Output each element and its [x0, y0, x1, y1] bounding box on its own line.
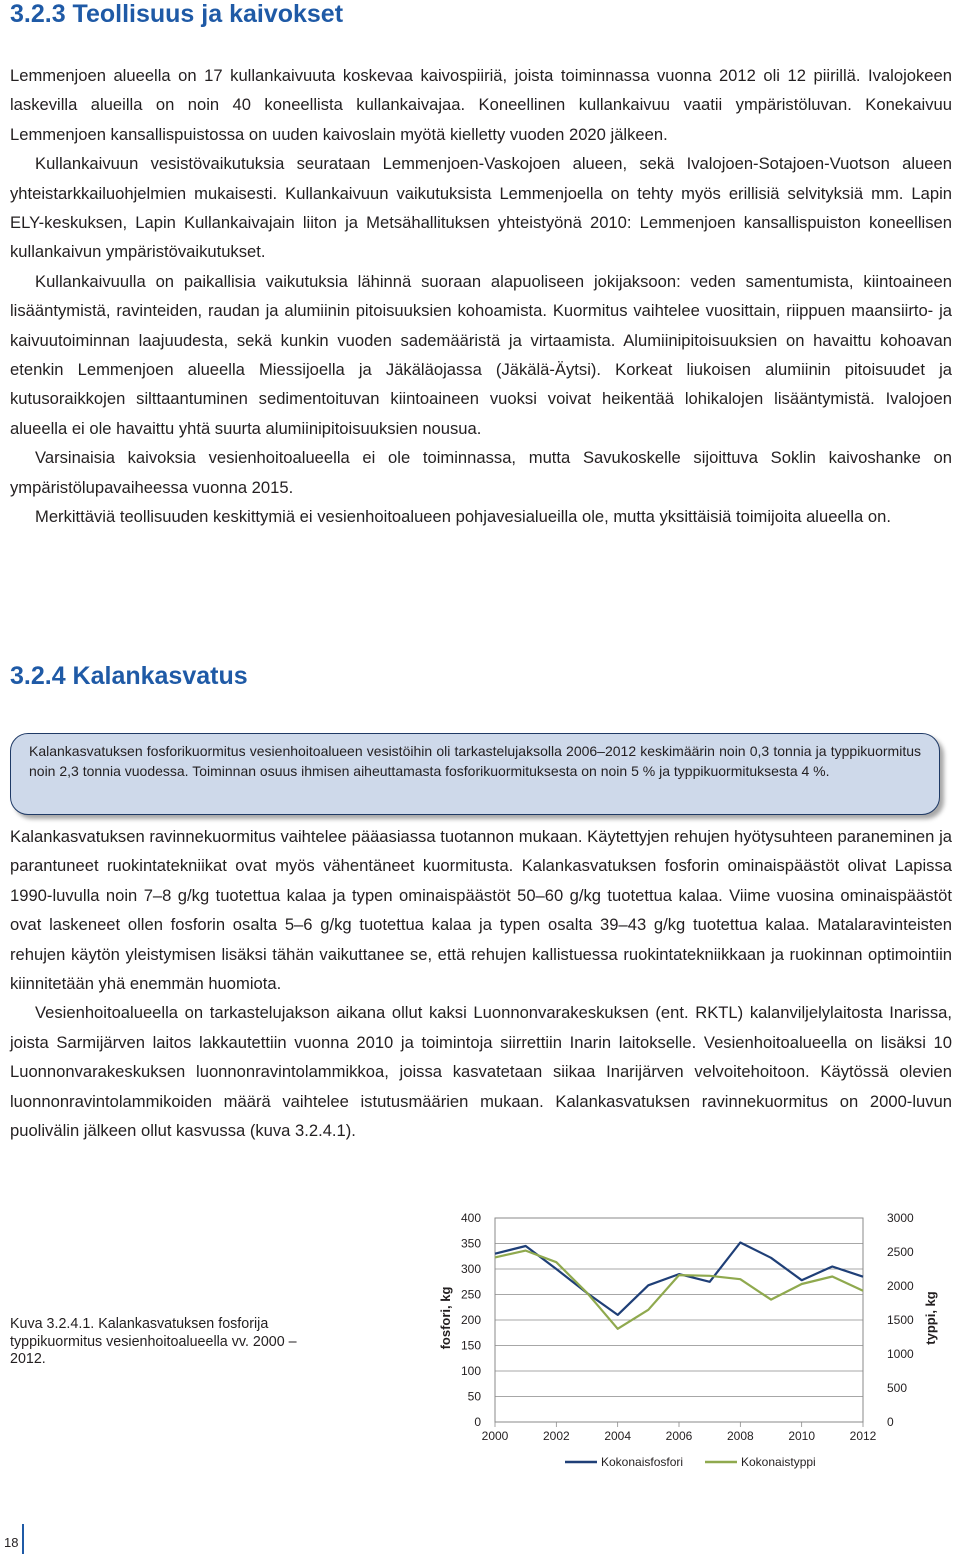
- paragraph: Kullankaivuun vesistövaikutuksia seurataan Lemmenjoen-Vaskojoen alueen, sekä Ivalojoen-Sotajoen-Vuotson alueen yhteistarkkailuohjelmien mukaisesti. Kullankaivuun vaikutuksista Lemmenjoella on tehty myös erillisiä selvityksiä mm. Lapin ELY-keskuksen, Lapin Kullankaivajain liiton ja Metsähallituksen yhteistyönä 2010: Lemmenjoen kansallispuiston koneellisen kullankaivun ympäristövaikutukset.: [10, 154, 952, 262]
- right-tick-label: 1500: [887, 1313, 914, 1327]
- paragraph: Vesienhoitoalueella on tarkastelujakson aikana ollut kaksi Luonnonvarakeskuksen (ent. RKTL) kalanviljelylaitosta Inarissa, joista Sarmijärven laitos lakkautettiin vuonna 2010 ja toimintoja siirrettiin Inarin laitokselle. Vesienhoitoalueella on lisäksi 10 Luonnonvarakeskuksen luonnonravintolammikkoa, joissa kasvatetaan siikaa Inarijärven velvoitehoitoon. Käytössä olevien luonnonravintolammikoiden määrä vaihtelee istutusmäärien mukaan. Kalankasvatuksen ravinnekuormitus on 2000-luvun puolivälin jälkeen ollut kasvussa (kuva 3.2.4.1).: [10, 1003, 952, 1141]
- chart-gridlines: [495, 1218, 863, 1422]
- chart-series: [495, 1243, 863, 1329]
- legend-label: Kokonaisfosfori: [601, 1455, 684, 1469]
- right-tick-label: 500: [887, 1381, 908, 1395]
- left-tick-label: 250: [460, 1287, 481, 1302]
- right-tick-label: 2000: [887, 1279, 914, 1293]
- summary-text: Kalankasvatuksen fosforikuormitus vesienhoitoalueen vesistöihin oli tarkastelujaksolla 2006–2012 keskimäärin noin 0,3 tonnia ja typpikuormitus noin 2,3 tonnia vuodessa. Toiminnan osuus ihmisen aiheuttamasta fosforikuormituksesta on noin 5 % ja typpikuormituksesta 4 %.: [29, 743, 921, 779]
- fish-farming-text: [10, 822, 952, 1145]
- series-line-phosphorus: [495, 1243, 863, 1315]
- x-axis-ticks: [482, 1422, 877, 1443]
- left-tick-label: 150: [460, 1338, 481, 1353]
- left-tick-label: 400: [460, 1211, 481, 1225]
- right-tick-label: 0: [887, 1415, 894, 1429]
- x-tick-label: 2002: [542, 1429, 570, 1443]
- left-tick-label: 350: [460, 1236, 481, 1251]
- left-axis-ticks: [461, 1211, 481, 1429]
- section-heading-industry: 3.2.3 Teollisuus ja kaivokset: [10, 0, 344, 28]
- series-line-nitrogen: [495, 1251, 863, 1329]
- right-axis-ticks: [887, 1211, 914, 1429]
- left-tick-label: 200: [460, 1313, 481, 1327]
- paragraph: Kalankasvatuksen ravinnekuormitus vaihtelee pääasiassa tuotannon mukaan. Käytettyjen rehujen hyötysuhteen paraneminen ja parantuneet ruokintatekniikat ovat myös vähentäneet kuormitusta. Kalankasvatuksen fosforin ominaispäästöt olivat Lapissa 1990-luvulla noin 7–8 g/kg tuotettua kalaa ja typen ominaispäästöt 50–60 g/kg tuotettua kalaa. Viime vuosina ominaispäästöt ovat laskeneet ollen fosforin osalta 5–6 g/kg tuotettua kalaa ja typen osalta 39–43 g/kg tuotettua kalaa. Matalaravinteisten rehujen käytön yleistymisen lisäksi tähän vaikuttanee se, että rehujen kallistuessa ruokintatekniikkaan ja ruokinnan optimointiin kiinnitetään yhä enemmän huomiota.: [10, 827, 952, 994]
- x-tick-label: 2008: [726, 1429, 754, 1443]
- x-tick-label: 2006: [665, 1429, 693, 1443]
- x-tick-label: 2012: [849, 1429, 877, 1443]
- right-tick-label: 2500: [887, 1245, 914, 1259]
- right-tick-label: 3000: [887, 1211, 914, 1225]
- paragraph: Lemmenjoen alueella on 17 kullankaivuuta koskevaa kaivospiiriä, joista toiminnassa vuonna 2012 oli 12 piirillä. Ivalojokeen laskevilla alueilla on noin 40 koneellista kullankaivajaa. Koneellinen kullankaivuu vaatii ympäristöluvan. Konekaivuu Lemmenjoen kansallispuistossa on uuden kaivoslain myötä kielletty vuoden 2020 jälkeen.: [10, 66, 952, 144]
- page-number: 18: [4, 1535, 19, 1550]
- x-tick-label: 2004: [604, 1429, 632, 1443]
- paragraph: Merkittäviä teollisuuden keskittymiä ei vesienhoitoalueen pohjavesialueilla ole, mutta yksittäisiä toimijoita alueella on.: [35, 507, 891, 527]
- left-axis-label: fosfori, kg: [438, 1286, 453, 1350]
- right-tick-label: 1000: [887, 1347, 914, 1361]
- nutrient-load-chart: [415, 1200, 945, 1490]
- paragraph: Kullankaivuulla on paikallisia vaikutuksia lähinnä suoraan alapuoliseen jokijaksoon: veden samentumista, kiintoaineen lisääntymistä, ravinteiden, raudan ja alumiinin pitoisuuksien kohoamista. Kuormitus vaihtelee vuosittain, riippuen maansiirto- ja kaivuutoiminnan laajuudesta, sekä kunkin vuoden sademääristä ja virtaamista. Alumiinipitoisuuksien on havaittu kohoavan etenkin Lemmenjoen alueella Miessijoella ja Jäkäläojassa (Jäkälä-Äytsi). Korkeat liukoisen alumiinin pitoisuudet ja kutusoraikkojen silttaantuminen sedimentoituvan kiintoaineen vuoksi voivat heikentää lohikalojen lisääntymistä. Ivalojoen alueella ei ole havaittu yhtä suurta alumiinipitoisuuksien nousua.: [10, 271, 952, 438]
- paragraph: Varsinaisia kaivoksia vesienhoitoalueella ei ole toiminnassa, mutta Savukoskelle sijoittuva Soklin kaivoshanke on ympäristölupavaiheessa vuonna 2015.: [10, 448, 952, 497]
- left-tick-label: 0: [474, 1415, 481, 1429]
- page-number-divider: [22, 1524, 24, 1554]
- summary-box: [10, 733, 940, 815]
- left-tick-label: 50: [467, 1389, 481, 1404]
- x-tick-label: 2010: [788, 1429, 816, 1443]
- legend-label: Kokonaistyppi: [741, 1455, 816, 1469]
- section-heading-fish-farming: 3.2.4 Kalankasvatus: [10, 662, 248, 690]
- x-tick-label: 2000: [481, 1429, 509, 1443]
- industry-text: [10, 61, 952, 532]
- left-tick-label: 300: [460, 1262, 481, 1276]
- right-axis-label: typpi, kg: [923, 1291, 938, 1345]
- chart-legend: [565, 1455, 816, 1469]
- left-tick-label: 100: [460, 1364, 481, 1378]
- figure-caption: Kuva 3.2.4.1. Kalankasvatuksen fosforija typpikuormitus vesienhoitoalueella vv. 2000 – 2012.: [10, 1316, 297, 1367]
